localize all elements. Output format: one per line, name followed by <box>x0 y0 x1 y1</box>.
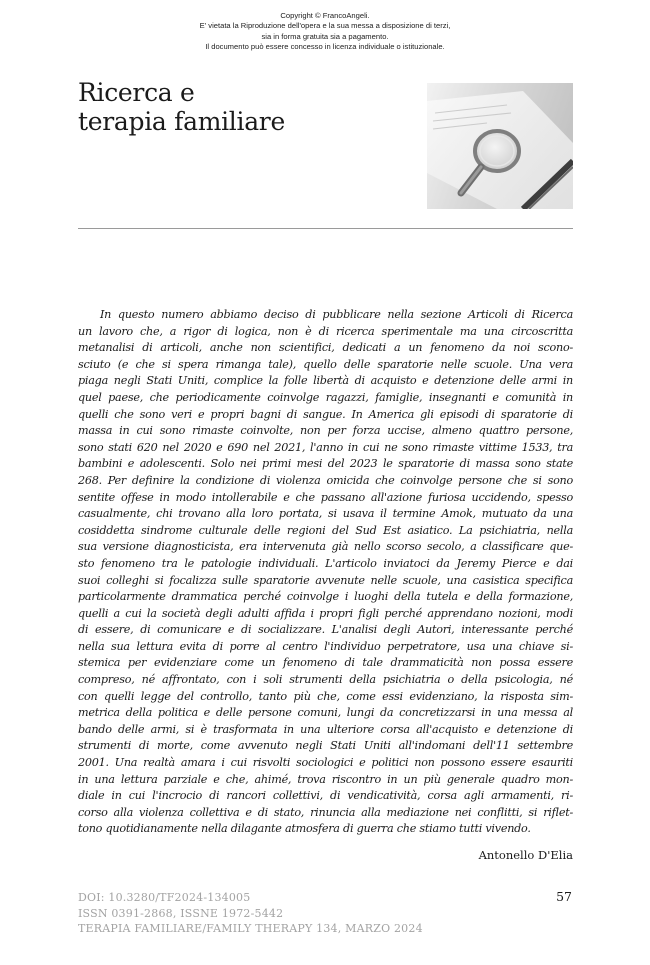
text-line: cosiddetta sindrome culturale delle regioni del Sud Est asiatico. La psichiatria, nella <box>78 523 573 537</box>
text-line: corso alla violenza collettiva e di stato, rinuncia alla mediazione nei conflitti, si riflet- <box>78 805 573 819</box>
doi-link[interactable]: DOI: 10.3280/TF2024-134005 <box>78 891 251 904</box>
text-line: piaga negli Stati Uniti, complice la folle libertà di acquisto e detenzione delle armi in <box>78 374 573 388</box>
text-line: 2001. Una realtà amara i cui risvolti sociologici e politici non possono essere esauriti <box>78 756 573 770</box>
copyright-line: E' vietata la Riproduzione dell'opera e la sua messa a disposizione di terzi, <box>199 21 451 31</box>
copyright-line: sia in forma gratuita sia a pagamento. <box>261 31 389 41</box>
issn-text: ISSN 0391-2868, ISSNE 1972-5442 <box>78 906 284 920</box>
text-line: quel paese, che periodicamente coinvolge ragazzi, famiglie, insegnanti e comunità in <box>78 390 573 404</box>
text-line: sto fenomeno tra le patologie individuali. L'articolo inviatoci da Jeremy Pierce e dai <box>78 556 573 570</box>
text-line: compreso, né affrontato, con i soli strumenti della psichiatria o della psicologia, né <box>78 673 573 687</box>
text-line: con quelli legge del controllo, tanto più che, come essi evidenziano, la risposta sim- <box>78 689 573 703</box>
text-line: quelli che sono veri e propri bagni di sangue. In America gli episodi di sparatorie di <box>78 407 573 421</box>
text-line: bando delle armi, si è trasformata in una ulteriore corsa all'acquisto e detenzione di <box>78 722 573 736</box>
copyright-line: Il documento può essere concesso in licenza individuale o istituzionale. <box>205 42 445 52</box>
text-line: sentite offese in modo intollerabile e che passano all'azione furiosa uccidendo, spesso <box>78 490 573 504</box>
copyright-line: Copyright © FrancoAngeli. <box>280 11 370 20</box>
text-line: un lavoro che, a rigor di logica, non è di ricerca sperimentale ma una circoscritta <box>78 324 573 338</box>
text-line: metanalisi di articoli, anche non scientifici, dedicati a un fenomeno da noi scono- <box>78 341 573 355</box>
text-line: In questo numero abbiamo deciso di pubblicare nella sezione Articoli di Ricerca <box>100 308 573 321</box>
text-line: sciuto (e che si spera rimanga tale), quello delle sparatorie nelle scuole. Una vera <box>78 357 573 371</box>
text-line: particolarmente drammatica perché coinvolge i luoghi della tutela e della formazione, <box>78 590 573 604</box>
text-line: massa in cui sono rimaste coinvolte, non per forza uccise, almeno quattro persone, <box>78 424 573 438</box>
magnifying-glass-image <box>427 83 573 209</box>
text-line: strumenti di morte, come avvenuto negli Stati Uniti all'indomani dell'11 settembre <box>78 739 573 753</box>
text-line: di essere, di comunicare e di socializzare. L'analisi degli Autori, interessante perché <box>78 623 573 637</box>
text-line: diale in cui l'incrocio di rancori collettivi, di vendicatività, corsa agli armamenti, ri- <box>78 789 573 803</box>
text-line: quelli a cui la società degli adulti affida i propri figli perché apprendano nozioni, modi <box>78 606 573 620</box>
text-line: tono quotidianamente nella dilagante atmosfera di guerra che stiamo tutti vivendo. <box>78 822 531 836</box>
text-line: sono stati 620 nel 2020 e 690 nel 2021, l'anno in cui ne sono rimaste vittime 1533, tra <box>78 440 573 454</box>
text-line: in una lettura parziale e che, ahimé, trova riscontro in un più generale quadro mon- <box>78 772 573 786</box>
section-title-line: terapia familiare <box>78 107 285 136</box>
header-divider <box>78 228 573 229</box>
text-line: stemica per evidenziare come un fenomeno di tale drammaticità non possa essere <box>78 656 573 670</box>
editorial-text <box>78 307 573 838</box>
author-signature: Antonello D'Elia <box>478 848 573 862</box>
section-title-line: Ricerca e <box>78 78 195 107</box>
text-line: metrica della politica e delle persone comuni, lungi da concretizzarsi in una messa al <box>78 706 573 720</box>
text-line: bambini e adolescenti. Solo nei primi mesi del 2023 le sparatorie di massa sono state <box>78 457 573 471</box>
text-line: sua versione diagnosticista, era intervenuta già nello scorso secolo, a classificare que- <box>78 540 573 554</box>
journal-info: TERAPIA FAMILIARE/FAMILY THERAPY 134, MARZO 2024 <box>78 922 423 935</box>
text-line: 268. Per definire la condizione di violenza omicida che coinvolge persone che si sono <box>78 473 573 487</box>
text-line: casualmente, chi trovano alla loro portata, si usava il termine Amok, mutuato da una <box>78 507 573 521</box>
page-number: 57 <box>556 889 572 904</box>
copyright-notice <box>150 11 500 53</box>
text-line: suoi colleghi si focalizza sulle sparatorie avvenute nelle scuole, una casistica specifica <box>78 573 573 587</box>
section-title <box>78 78 285 136</box>
text-line: nella sua lettura evita di porre al centro l'individuo perpetratore, usa una chiave si- <box>78 639 573 653</box>
page-footer <box>78 890 423 937</box>
